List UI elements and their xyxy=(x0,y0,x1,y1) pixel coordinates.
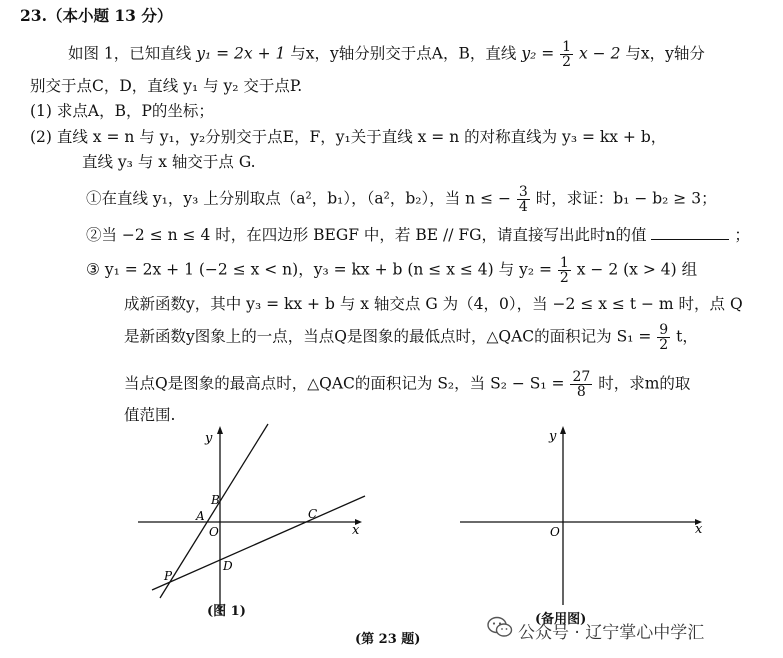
subq1-text-b: 时，求证：b₁ − b₂ ≥ 3； xyxy=(535,189,717,208)
fig1-label-D: D xyxy=(223,559,233,573)
stem-text-c: 与x，y轴分别交于点A，B，直线 xyxy=(290,44,517,63)
fraction-half: $\frac{1}{2}$ xyxy=(562,39,572,70)
fraction-half-2: $\frac{1}{2}$ xyxy=(559,255,569,286)
fig2-label-x: x xyxy=(695,522,703,537)
subquestion-3-line-1 xyxy=(86,256,697,285)
figure-backup-caption: (备用图) xyxy=(535,612,587,627)
problem-header: 23.（本小题 13 分） xyxy=(20,6,173,25)
stem-eq-y2: y₂ = xyxy=(521,44,555,63)
subquestion-3-line-4 xyxy=(124,370,690,399)
answer-blank[interactable] xyxy=(651,225,729,240)
subquestion-1 xyxy=(86,185,717,214)
fig1-label-y: y xyxy=(205,431,213,446)
fraction-27-8: $\frac{27}{8}$ xyxy=(572,369,591,400)
stem-eq-y2-rest: x − 2 xyxy=(579,44,621,63)
fig1-y-arrow xyxy=(217,426,223,434)
fig1-line-y2 xyxy=(152,496,365,590)
problem-footer: (第 23 题) xyxy=(355,632,421,647)
subq3-l3-text-a: 是新函数y图象上的一点，当点Q是图象的最低点时，△QAC的面积记为 S₁ = xyxy=(124,327,652,346)
fig1-label-B: B xyxy=(211,493,220,507)
fig2-label-y: y xyxy=(549,429,557,444)
subquestion-3-line-5: 值范围. xyxy=(124,406,176,424)
subq2-text-a: ②当 −2 ≤ n ≤ 4 时，在四边形 BEGF 中，若 BE // FG，请直接写出此时n的值 xyxy=(86,226,647,244)
fig1-label-x: x xyxy=(352,523,360,538)
subq1-text-a: ①在直线 y₁，y₃ 上分别取点（a²，b₁），（a²，b₂），当 n ≤ − xyxy=(86,189,511,208)
fig2-label-O: O xyxy=(550,525,560,539)
subq3-l4-text-a: 当点Q是图象的最高点时，△QAC的面积记为 S₂，当 S₂ − S₁ = xyxy=(124,374,565,393)
stem-line-1 xyxy=(68,40,705,69)
fig1-label-C: C xyxy=(308,507,318,521)
subq3-l4-text-b: 时，求m的取 xyxy=(598,374,691,393)
question-2-line-2: 直线 y₃ 与 x 轴交于点 G. xyxy=(82,153,256,171)
subquestion-2 xyxy=(86,224,750,246)
question-1: (1) 求点A，B，P的坐标； xyxy=(30,102,214,120)
stem-text-a: 如图 1，已知直线 xyxy=(68,44,192,63)
stem-line-2: 别交于点C，D，直线 y₁ 与 y₂ 交于点P. xyxy=(30,77,303,95)
wechat-icon xyxy=(487,616,513,638)
fig1-line-y1 xyxy=(160,424,268,598)
watermark-text: 公众号 · 辽宁掌心中学汇 xyxy=(518,623,705,643)
fig1-label-A: A xyxy=(196,509,205,523)
question-2-line-1: (2) 直线 x = n 与 y₁，y₂分别交于点E，F，y₁关于直线 x = n 的对称直线为 y₃ = kx + b， xyxy=(30,128,667,146)
figure-backup xyxy=(455,420,715,620)
subq3-text-a: ③ y₁ = 2x + 1 (−2 ≤ x < n)，y₃ = kx + b (n ≤ x ≤ 4) 与 y₂ = xyxy=(86,260,552,279)
figure-1 xyxy=(130,420,370,620)
fraction-nine-halves: $\frac{9}{2}$ xyxy=(659,322,669,353)
fraction-three-quarters: $\frac{3}{4}$ xyxy=(518,184,528,215)
figure-1-caption: (图 1) xyxy=(207,604,246,619)
fig1-label-O: O xyxy=(209,525,219,539)
subquestion-3-line-3 xyxy=(124,323,698,352)
subq3-l3-text-b: t， xyxy=(676,327,698,346)
stem-eq-y1: y₁ = 2x + 1 xyxy=(196,44,286,63)
fig1-label-P: P xyxy=(164,569,173,583)
subq3-text-b: x − 2 (x > 4) 组 xyxy=(576,260,698,279)
fig2-y-arrow xyxy=(560,426,566,434)
subquestion-3-line-2: 成新函数y，其中 y₃ = kx + b 与 x 轴交点 G 为（4，0），当 −2 ≤ x ≤ t − m 时，点 Q xyxy=(124,295,743,313)
stem-text-f: 与x，y轴分 xyxy=(625,44,705,63)
subq2-text-b: ； xyxy=(734,226,750,244)
